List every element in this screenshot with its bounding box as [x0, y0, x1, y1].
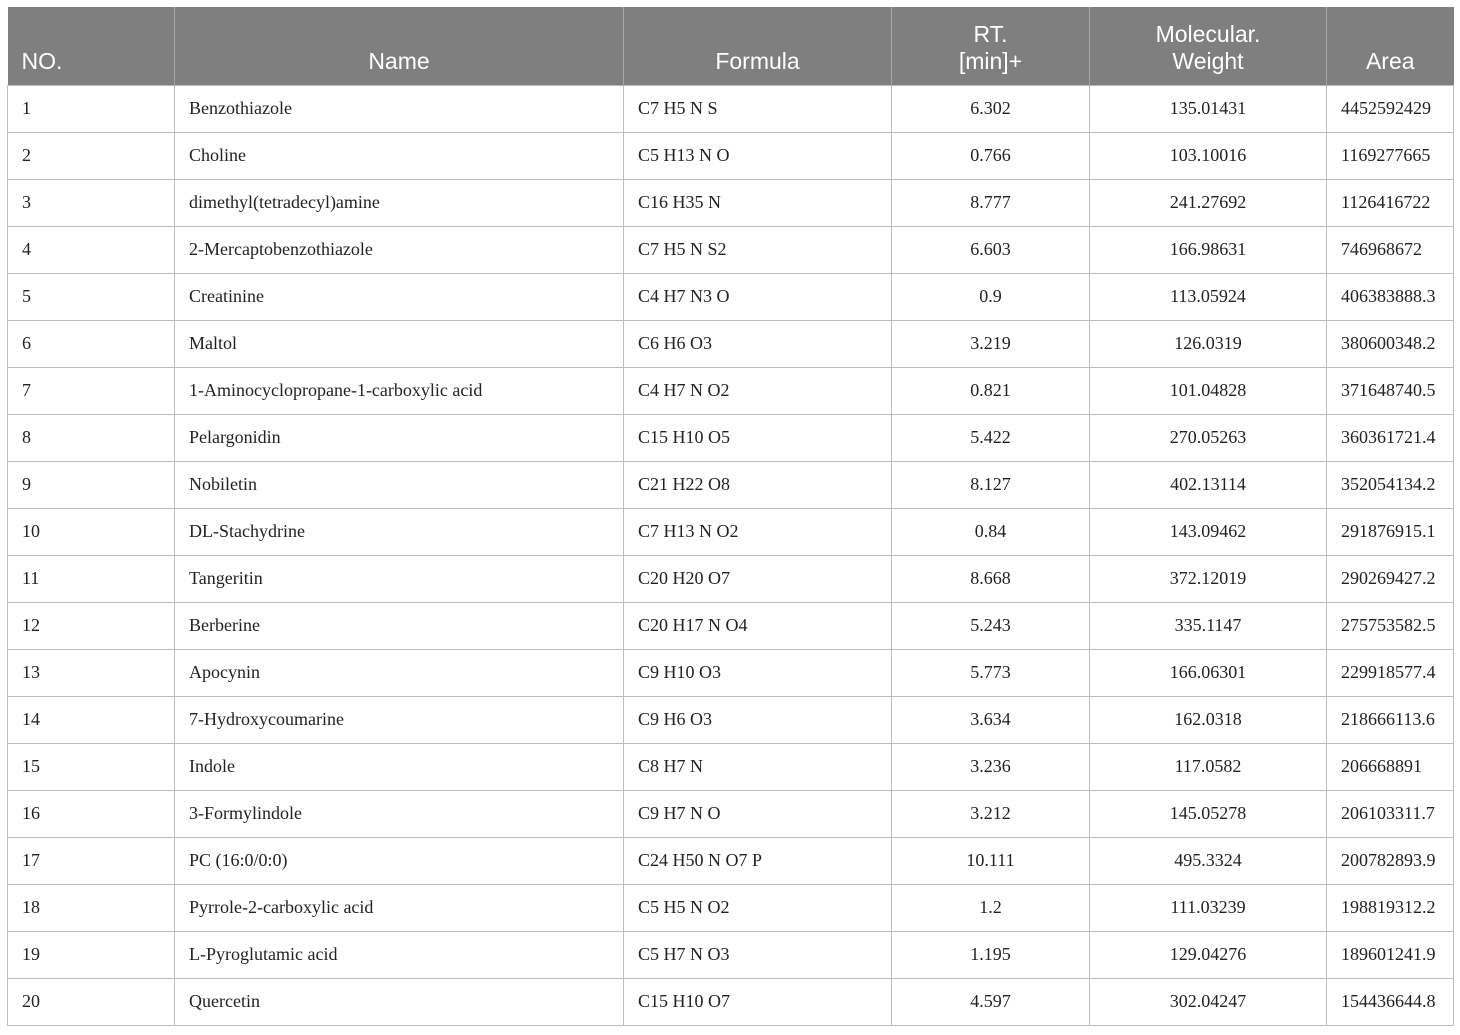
cell-molecular-weight: 135.01431 — [1090, 85, 1327, 132]
cell-molecular-weight: 143.09462 — [1090, 508, 1327, 555]
table-row — [8, 320, 1454, 367]
header-name: Name — [175, 7, 624, 85]
cell-area: 290269427.2 — [1327, 555, 1454, 602]
cell-name: Pelargonidin — [175, 414, 624, 461]
header-row — [8, 7, 1454, 85]
cell-no: 18 — [8, 884, 175, 931]
cell-formula: C9 H6 O3 — [624, 696, 892, 743]
table-row — [8, 273, 1454, 320]
table-row — [8, 555, 1454, 602]
cell-rt: 1.2 — [892, 884, 1090, 931]
table-row — [8, 461, 1454, 508]
cell-area: 154436644.8 — [1327, 978, 1454, 1025]
cell-no: 6 — [8, 320, 175, 367]
cell-area: 206668891 — [1327, 743, 1454, 790]
cell-area: 291876915.1 — [1327, 508, 1454, 555]
table-body — [8, 85, 1454, 1025]
cell-name: DL-Stachydrine — [175, 508, 624, 555]
cell-molecular-weight: 270.05263 — [1090, 414, 1327, 461]
cell-formula: C4 H7 N3 O — [624, 273, 892, 320]
cell-area: 746968672 — [1327, 226, 1454, 273]
cell-area: 371648740.5 — [1327, 367, 1454, 414]
cell-rt: 8.127 — [892, 461, 1090, 508]
cell-area: 360361721.4 — [1327, 414, 1454, 461]
cell-area: 189601241.9 — [1327, 931, 1454, 978]
header-mw-line1: Molecular. — [1155, 20, 1261, 47]
compound-table-container — [7, 7, 1453, 1026]
header-mw-line2: Weight — [1172, 47, 1244, 74]
cell-no: 2 — [8, 132, 175, 179]
header-rt — [892, 7, 1090, 85]
cell-molecular-weight: 166.06301 — [1090, 649, 1327, 696]
cell-area: 275753582.5 — [1327, 602, 1454, 649]
cell-rt: 0.9 — [892, 273, 1090, 320]
cell-rt: 1.195 — [892, 931, 1090, 978]
cell-no: 8 — [8, 414, 175, 461]
cell-name: Tangeritin — [175, 555, 624, 602]
table-row — [8, 837, 1454, 884]
cell-molecular-weight: 166.98631 — [1090, 226, 1327, 273]
cell-no: 10 — [8, 508, 175, 555]
table-row — [8, 414, 1454, 461]
header-rt-line1: RT. — [973, 20, 1008, 47]
cell-molecular-weight: 162.0318 — [1090, 696, 1327, 743]
cell-formula: C5 H13 N O — [624, 132, 892, 179]
cell-formula: C15 H10 O5 — [624, 414, 892, 461]
cell-area: 229918577.4 — [1327, 649, 1454, 696]
cell-name: L-Pyroglutamic acid — [175, 931, 624, 978]
table-row — [8, 226, 1454, 273]
cell-rt: 10.111 — [892, 837, 1090, 884]
cell-rt: 3.236 — [892, 743, 1090, 790]
cell-molecular-weight: 129.04276 — [1090, 931, 1327, 978]
cell-rt: 8.668 — [892, 555, 1090, 602]
cell-formula: C15 H10 O7 — [624, 978, 892, 1025]
table-row — [8, 132, 1454, 179]
cell-molecular-weight: 402.13114 — [1090, 461, 1327, 508]
cell-rt: 6.603 — [892, 226, 1090, 273]
cell-formula: C21 H22 O8 — [624, 461, 892, 508]
cell-area: 200782893.9 — [1327, 837, 1454, 884]
cell-name: Indole — [175, 743, 624, 790]
cell-formula: C8 H7 N — [624, 743, 892, 790]
cell-no: 9 — [8, 461, 175, 508]
cell-formula: C20 H17 N O4 — [624, 602, 892, 649]
cell-no: 1 — [8, 85, 175, 132]
table-row — [8, 179, 1454, 226]
cell-formula: C7 H13 N O2 — [624, 508, 892, 555]
cell-formula: C20 H20 O7 — [624, 555, 892, 602]
cell-formula: C7 H5 N S — [624, 85, 892, 132]
cell-rt: 4.597 — [892, 978, 1090, 1025]
cell-rt: 5.422 — [892, 414, 1090, 461]
cell-rt: 5.243 — [892, 602, 1090, 649]
cell-molecular-weight: 111.03239 — [1090, 884, 1327, 931]
cell-molecular-weight: 145.05278 — [1090, 790, 1327, 837]
cell-name: PC (16:0/0:0) — [175, 837, 624, 884]
cell-name: Creatinine — [175, 273, 624, 320]
cell-no: 4 — [8, 226, 175, 273]
cell-rt: 8.777 — [892, 179, 1090, 226]
cell-no: 3 — [8, 179, 175, 226]
table-row — [8, 649, 1454, 696]
cell-no: 17 — [8, 837, 175, 884]
table-row — [8, 602, 1454, 649]
cell-no: 16 — [8, 790, 175, 837]
cell-no: 20 — [8, 978, 175, 1025]
cell-name: Pyrrole-2-carboxylic acid — [175, 884, 624, 931]
cell-no: 5 — [8, 273, 175, 320]
compound-table — [7, 7, 1454, 1026]
cell-molecular-weight: 101.04828 — [1090, 367, 1327, 414]
cell-formula: C5 H7 N O3 — [624, 931, 892, 978]
cell-area: 1126416722 — [1327, 179, 1454, 226]
cell-area: 218666113.6 — [1327, 696, 1454, 743]
cell-name: Choline — [175, 132, 624, 179]
header-area: Area — [1327, 7, 1454, 85]
cell-name: Maltol — [175, 320, 624, 367]
table-row — [8, 931, 1454, 978]
cell-area: 380600348.2 — [1327, 320, 1454, 367]
cell-formula: C4 H7 N O2 — [624, 367, 892, 414]
cell-name: Benzothiazole — [175, 85, 624, 132]
cell-molecular-weight: 113.05924 — [1090, 273, 1327, 320]
table-row — [8, 884, 1454, 931]
cell-area: 1169277665 — [1327, 132, 1454, 179]
cell-formula: C7 H5 N S2 — [624, 226, 892, 273]
cell-rt: 3.634 — [892, 696, 1090, 743]
cell-rt: 0.766 — [892, 132, 1090, 179]
cell-formula: C6 H6 O3 — [624, 320, 892, 367]
table-row — [8, 978, 1454, 1025]
cell-molecular-weight: 372.12019 — [1090, 555, 1327, 602]
cell-area: 206103311.7 — [1327, 790, 1454, 837]
cell-name: Nobiletin — [175, 461, 624, 508]
table-row — [8, 743, 1454, 790]
cell-name: Berberine — [175, 602, 624, 649]
cell-formula: C24 H50 N O7 P — [624, 837, 892, 884]
cell-no: 11 — [8, 555, 175, 602]
table-row — [8, 508, 1454, 555]
cell-rt: 5.773 — [892, 649, 1090, 696]
cell-name: Apocynin — [175, 649, 624, 696]
cell-area: 4452592429 — [1327, 85, 1454, 132]
header-molecular-weight — [1090, 7, 1327, 85]
cell-no: 19 — [8, 931, 175, 978]
cell-rt: 0.821 — [892, 367, 1090, 414]
table-row — [8, 790, 1454, 837]
cell-no: 7 — [8, 367, 175, 414]
cell-rt: 6.302 — [892, 85, 1090, 132]
header-rt-line2: [min]+ — [958, 47, 1023, 74]
table-row — [8, 85, 1454, 132]
cell-name: 2-Mercaptobenzothiazole — [175, 226, 624, 273]
cell-molecular-weight: 126.0319 — [1090, 320, 1327, 367]
cell-no: 15 — [8, 743, 175, 790]
cell-molecular-weight: 241.27692 — [1090, 179, 1327, 226]
cell-area: 352054134.2 — [1327, 461, 1454, 508]
cell-molecular-weight: 335.1147 — [1090, 602, 1327, 649]
table-row — [8, 367, 1454, 414]
cell-rt: 3.212 — [892, 790, 1090, 837]
cell-no: 13 — [8, 649, 175, 696]
cell-no: 14 — [8, 696, 175, 743]
cell-formula: C9 H10 O3 — [624, 649, 892, 696]
cell-formula: C5 H5 N O2 — [624, 884, 892, 931]
cell-rt: 0.84 — [892, 508, 1090, 555]
cell-name: Quercetin — [175, 978, 624, 1025]
cell-formula: C9 H7 N O — [624, 790, 892, 837]
header-no: NO. — [8, 7, 175, 85]
cell-molecular-weight: 117.0582 — [1090, 743, 1327, 790]
cell-formula: C16 H35 N — [624, 179, 892, 226]
table-header — [8, 7, 1454, 85]
cell-molecular-weight: 103.10016 — [1090, 132, 1327, 179]
cell-name: dimethyl(tetradecyl)amine — [175, 179, 624, 226]
table-row — [8, 696, 1454, 743]
cell-molecular-weight: 495.3324 — [1090, 837, 1327, 884]
header-formula: Formula — [624, 7, 892, 85]
cell-no: 12 — [8, 602, 175, 649]
cell-name: 7-Hydroxycoumarine — [175, 696, 624, 743]
cell-molecular-weight: 302.04247 — [1090, 978, 1327, 1025]
cell-area: 198819312.2 — [1327, 884, 1454, 931]
cell-name: 3-Formylindole — [175, 790, 624, 837]
cell-name: 1-Aminocyclopropane-1-carboxylic acid — [175, 367, 624, 414]
cell-rt: 3.219 — [892, 320, 1090, 367]
cell-area: 406383888.3 — [1327, 273, 1454, 320]
